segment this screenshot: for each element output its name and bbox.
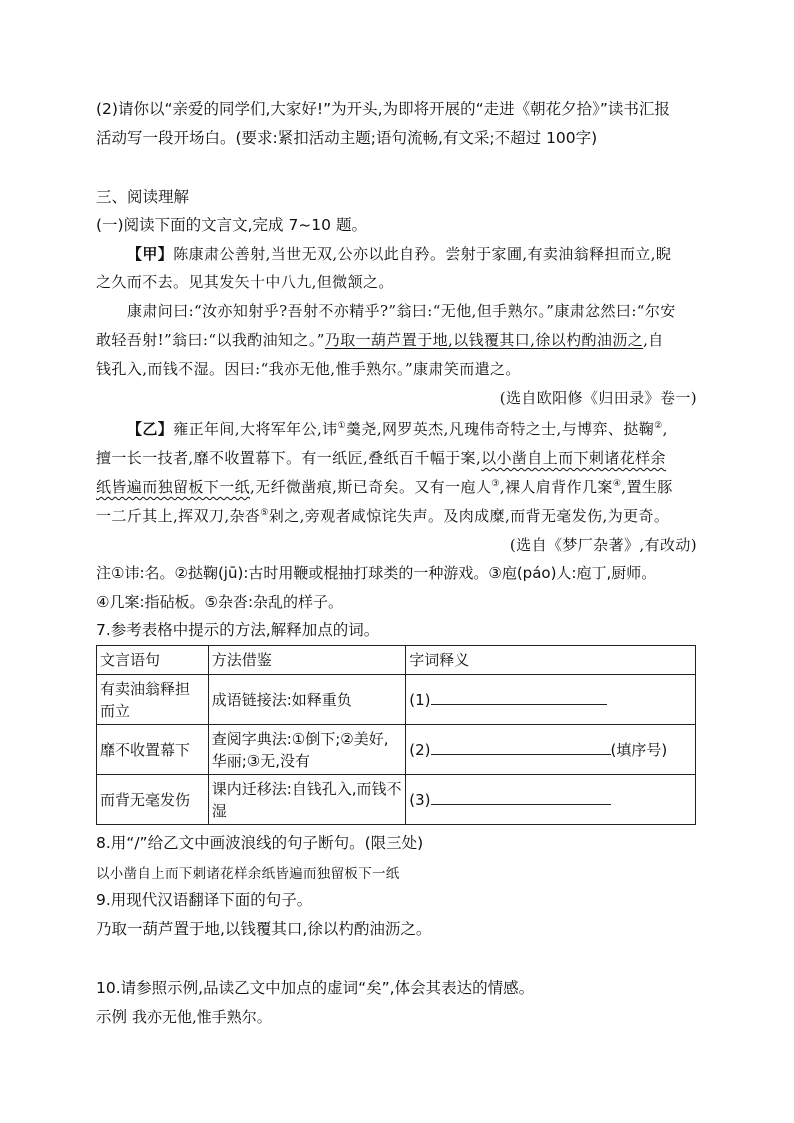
yi-line-4 <box>96 505 669 526</box>
jia-paragraph-1-line-2: 之久而不去。见其发矢十中八九,但微颔之。 <box>96 273 394 291</box>
question-9-prompt: 9.用现代汉语翻译下面的句子。 <box>96 891 313 909</box>
table-header-cell: 字词释义 <box>406 646 696 675</box>
table-header-row <box>97 646 696 675</box>
footnote-marker: ① <box>337 421 347 431</box>
table-row <box>97 675 696 725</box>
question-2-line-1: (2)请你以“亲爱的同学们,大家好!”为开头,为即将开展的“走进《朝花夕拾》”读书汇报 <box>96 100 670 118</box>
jia-paragraph-2-line-2 <box>96 329 664 350</box>
yi-text: 擅一长一技者,靡不收置幕下。有一纸匠,叠纸百千幅于案, <box>96 449 482 467</box>
notes-line-2: ④几案:指砧板。⑤杂沓:杂乱的样子。 <box>96 593 344 611</box>
yi-source: (选自《梦厂杂著》,有改动) <box>509 536 697 554</box>
method-cell: 课内迁移法:自钱孔入,而钱不湿 <box>208 775 406 825</box>
yi-text: ,裸人肩背作几案 <box>499 478 613 496</box>
question-9-sentence: 乃取一葫芦置于地,以钱覆其口,徐以杓酌油沥之。 <box>96 920 432 938</box>
yi-line-2 <box>96 447 666 468</box>
answer-suffix: (填序号) <box>610 741 668 759</box>
yi-text: ,无纤微凿痕,斯已奇矣。又有一庖人 <box>250 478 492 496</box>
jia-label: 【甲】 <box>127 245 174 263</box>
notes-line-1: 注①讳:名。②挞鞠(jū):古时用鞭或棍抽打球类的一种游戏。③庖(páo)人:庖丁,厨师。 <box>96 564 657 582</box>
yi-text: 剁之,旁观者咸惊诧失声。及肉成糜,而背无毫发伤,为更奇。 <box>268 507 670 525</box>
answer-blank-2[interactable] <box>431 738 611 755</box>
yi-text: ,置生豚 <box>621 478 673 496</box>
sentence-cell: 靡不收置幕下 <box>97 725 209 775</box>
table-header-cell: 方法借鉴 <box>208 646 406 675</box>
question-8-prompt: 8.用“/”给乙文中画波浪线的句子断句。(限三处) <box>96 834 424 852</box>
sentence-cell: 而背无毫发伤 <box>97 775 209 825</box>
yi-text: 羹尧,网罗英杰,凡瑰伟奇特之士,与博弈、挞鞠 <box>346 420 655 438</box>
answer-label: (2) <box>409 741 431 759</box>
jia-source: (选自欧阳修《归田录》卷一) <box>499 389 697 407</box>
jia-paragraph-2-line-3: 钱孔入,而钱不湿。因曰:“我亦无他,惟手熟尔。”康肃笑而遣之。 <box>96 360 521 378</box>
question-10-example <box>96 1006 272 1028</box>
footnote-marker: ⑤ <box>260 508 269 518</box>
section-title: 三、阅读理解 <box>96 188 190 206</box>
answer-cell <box>406 725 696 775</box>
jia-underlined-sentence: 乃取一葫芦置于地,以钱覆其口,徐以杓酌油沥之 <box>324 331 644 349</box>
jia-text: 陈康肃公善射,当世无双,公亦以此自矜。尝射于家圃,有卖油翁释担而立,睨 <box>173 245 672 263</box>
answer-label: (3) <box>409 791 431 809</box>
question-7-prompt: 7.参考表格中提示的方法,解释加点的词。 <box>96 621 380 639</box>
jia-paragraph-1-line-1 <box>127 243 671 264</box>
yi-line-3 <box>96 476 673 497</box>
yi-wavy-sentence: 纸皆遍而独留板下一纸 <box>96 478 251 496</box>
footnote-marker: ③ <box>491 479 500 489</box>
yi-text: , <box>662 420 668 438</box>
answer-blank-1[interactable] <box>431 688 607 705</box>
method-cell: 成语链接法:如释重负 <box>208 675 406 725</box>
method-cell: 查阅字典法:①倒下;②美好,华丽;③无,没有 <box>208 725 406 775</box>
answer-label: (1) <box>409 691 431 709</box>
question-8-sentence: 以小凿自上而下刺诸花样余纸皆遍而独留板下一纸 <box>96 866 400 882</box>
jia-paragraph-2-line-1: 康肃问曰:“汝亦知射乎?吾射不亦精乎?”翁曰:“无他,但手熟尔。”康肃忿然曰:“尔安 <box>127 302 676 320</box>
question-10-prompt: 10.请参照示例,品读乙文中加点的虚词“矣”,体会其表达的情感。 <box>96 979 535 997</box>
sentence-cell: 有卖油翁释担而立 <box>97 675 209 725</box>
yi-label: 【乙】 <box>127 420 174 438</box>
table-row <box>97 775 696 825</box>
question-2-line-2: 活动写一段开场白。(要求:紧扣活动主题;语句流畅,有文采;不超过 100字) <box>96 129 598 147</box>
example-label: 示例 <box>96 1008 128 1026</box>
section-intro: (一)阅读下面的文言文,完成 7~10 题。 <box>96 216 367 234</box>
yi-text: 一二斤其上,挥双刀,杂沓 <box>96 507 261 525</box>
jia-text: ,自 <box>643 331 664 349</box>
answer-cell <box>406 775 696 825</box>
answer-cell <box>406 675 696 725</box>
yi-line-1 <box>127 418 668 439</box>
example-text: 我亦无他,惟手熟尔。 <box>131 1008 272 1026</box>
footnote-marker: ④ <box>612 479 622 489</box>
table-row <box>97 725 696 775</box>
footnote-marker: ② <box>654 421 663 431</box>
yi-text: 雍正年间,大将军年公,讳 <box>173 420 338 438</box>
vocabulary-table <box>96 645 696 825</box>
jia-text: 敢轻吾射!”翁曰:“以我酌油知之。” <box>96 331 325 349</box>
table-header-cell: 文言语句 <box>97 646 209 675</box>
answer-blank-3[interactable] <box>431 788 611 805</box>
yi-wavy-sentence: 以小凿自上而下刺诸花样余 <box>481 449 666 467</box>
